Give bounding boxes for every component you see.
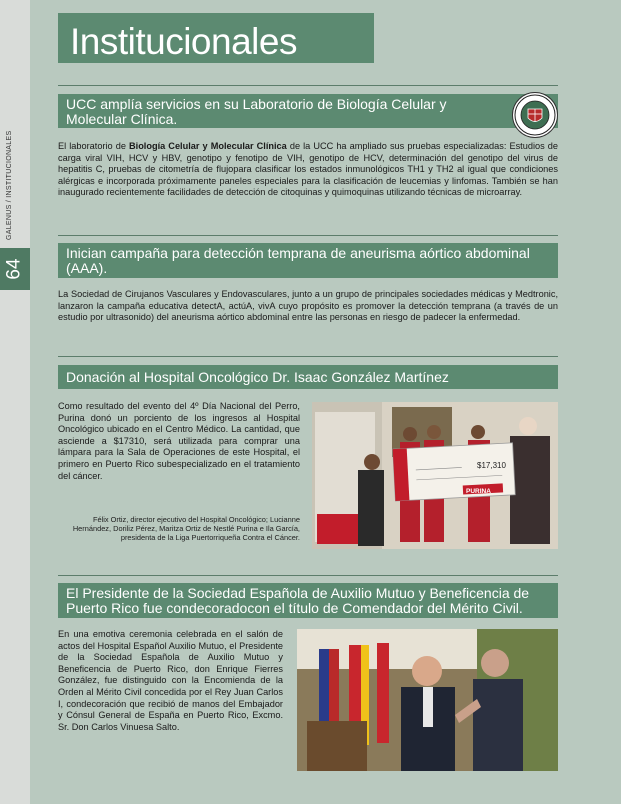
page-number-box [0, 248, 30, 290]
page-number: 64 [3, 258, 25, 280]
seal-graphic [513, 93, 557, 137]
donation-photo-graphic [312, 402, 558, 549]
body-bold: Biología Celular y Molecular Clínica [129, 141, 287, 151]
section-divider [58, 356, 558, 357]
side-strip [0, 0, 30, 804]
section-heading-comendador: El Presidente de la Sociedad Española de Auxilio Mutuo y Beneficencia de Puerto Rico fue condecoradocon el título de Comendador del Mérito Civil. [58, 583, 558, 618]
photo-caption: Félix Ortiz, director ejecutivo del Hospital Oncológico; Lucianne Hernández, Doriliz Pérez, Maritza Ortiz de Nestlé Purina e Ila García, presidenta de la Liga Puertorriqueña Contra el Cáncer. [72, 515, 300, 543]
section-body-laboratorio [58, 141, 558, 199]
section-body-donacion: Como resultado del evento del 4º Día Nacional del Perro, Purina donó un porciento de los ingresos al Hospital Oncológico ubicado en el Centro Médico. La cantidad, que asciende a $17310, será utilizada para comprar una lámpara para la Sala de Operaciones de este Hospital, el primero en Puerto Rico subespecializado en el tratamiento del cáncer. [58, 401, 300, 481]
donation-photo [312, 402, 558, 549]
body-intro: El laboratorio de [58, 141, 129, 151]
ceremony-photo-graphic [297, 629, 558, 771]
section-heading-aneurisma: Inician campaña para detección temprana de aneurisma aórtico abdominal (AAA). [58, 243, 558, 278]
section-body-comendador: En una emotiva ceremonia celebrada en el salón de actos del Hospital Español Auxilio Mutuo, el Presidente de la Sociedad Española de Auxilio Mutuo y Beneficencia de Puerto Rico, don Enrique Fierres González, fue distinguido con la Encomienda de la Orden al Mérito Civil concedida por el Rey Juan Carlos I, condecoración que recibió de manos del Embajador y Cónsul General de España en Puerto Rico, Excmo. Sr. Don Carlos Vinuesa Salto. [58, 629, 283, 732]
check-amount: $17,310 [477, 461, 506, 470]
section-divider [58, 575, 558, 576]
check-brand: PURINA [466, 488, 491, 495]
section-divider [58, 235, 558, 236]
section-divider [58, 85, 558, 86]
section-heading-donacion: Donación al Hospital Oncológico Dr. Isaac González Martínez [58, 365, 558, 389]
title-banner [58, 13, 374, 63]
page-title: Institucionales [70, 21, 297, 62]
section-heading-laboratorio: UCC amplía servicios en su Laboratorio de Biología Celular y Molecular Clínica. [58, 94, 558, 128]
body-rest: de la UCC ha ampliado sus pruebas especializadas: Estudios de carga viral VIH, HCV y HBV, genotipo y fenotipo de VIH, genotipo de HCV, determinación del genotipo del virus de hepatitis C, pruebas de citometría de flujopara clasificar los estados inmunológicos TH1 y TH2 al igual que condiciones alérgicas e incorporada próximamente paneles especiales para la clasificación de leucemias y linfomas. También se han inaugurado recientemente facilidades de detección de citoquinas y quimoquinas utilizando técnicas de microarray. [58, 141, 558, 198]
section-label: GALENUS / INSTITUCIONALES [6, 130, 13, 240]
ucc-seal-logo [512, 92, 558, 138]
ceremony-photo [297, 629, 558, 771]
section-body-aneurisma: La Sociedad de Cirujanos Vasculares y Endovasculares, junto a un grupo de principales sociedades médicas y Medtronic, lanzaron la campaña educativa detectA, actúA, vivA cuyo propósito es promover la detección temprana (a través de un estudio por ultrasonido) del aneurisma aórtico abdominal entre las personas en riesgo de padecer la enfermedad. [58, 289, 558, 323]
